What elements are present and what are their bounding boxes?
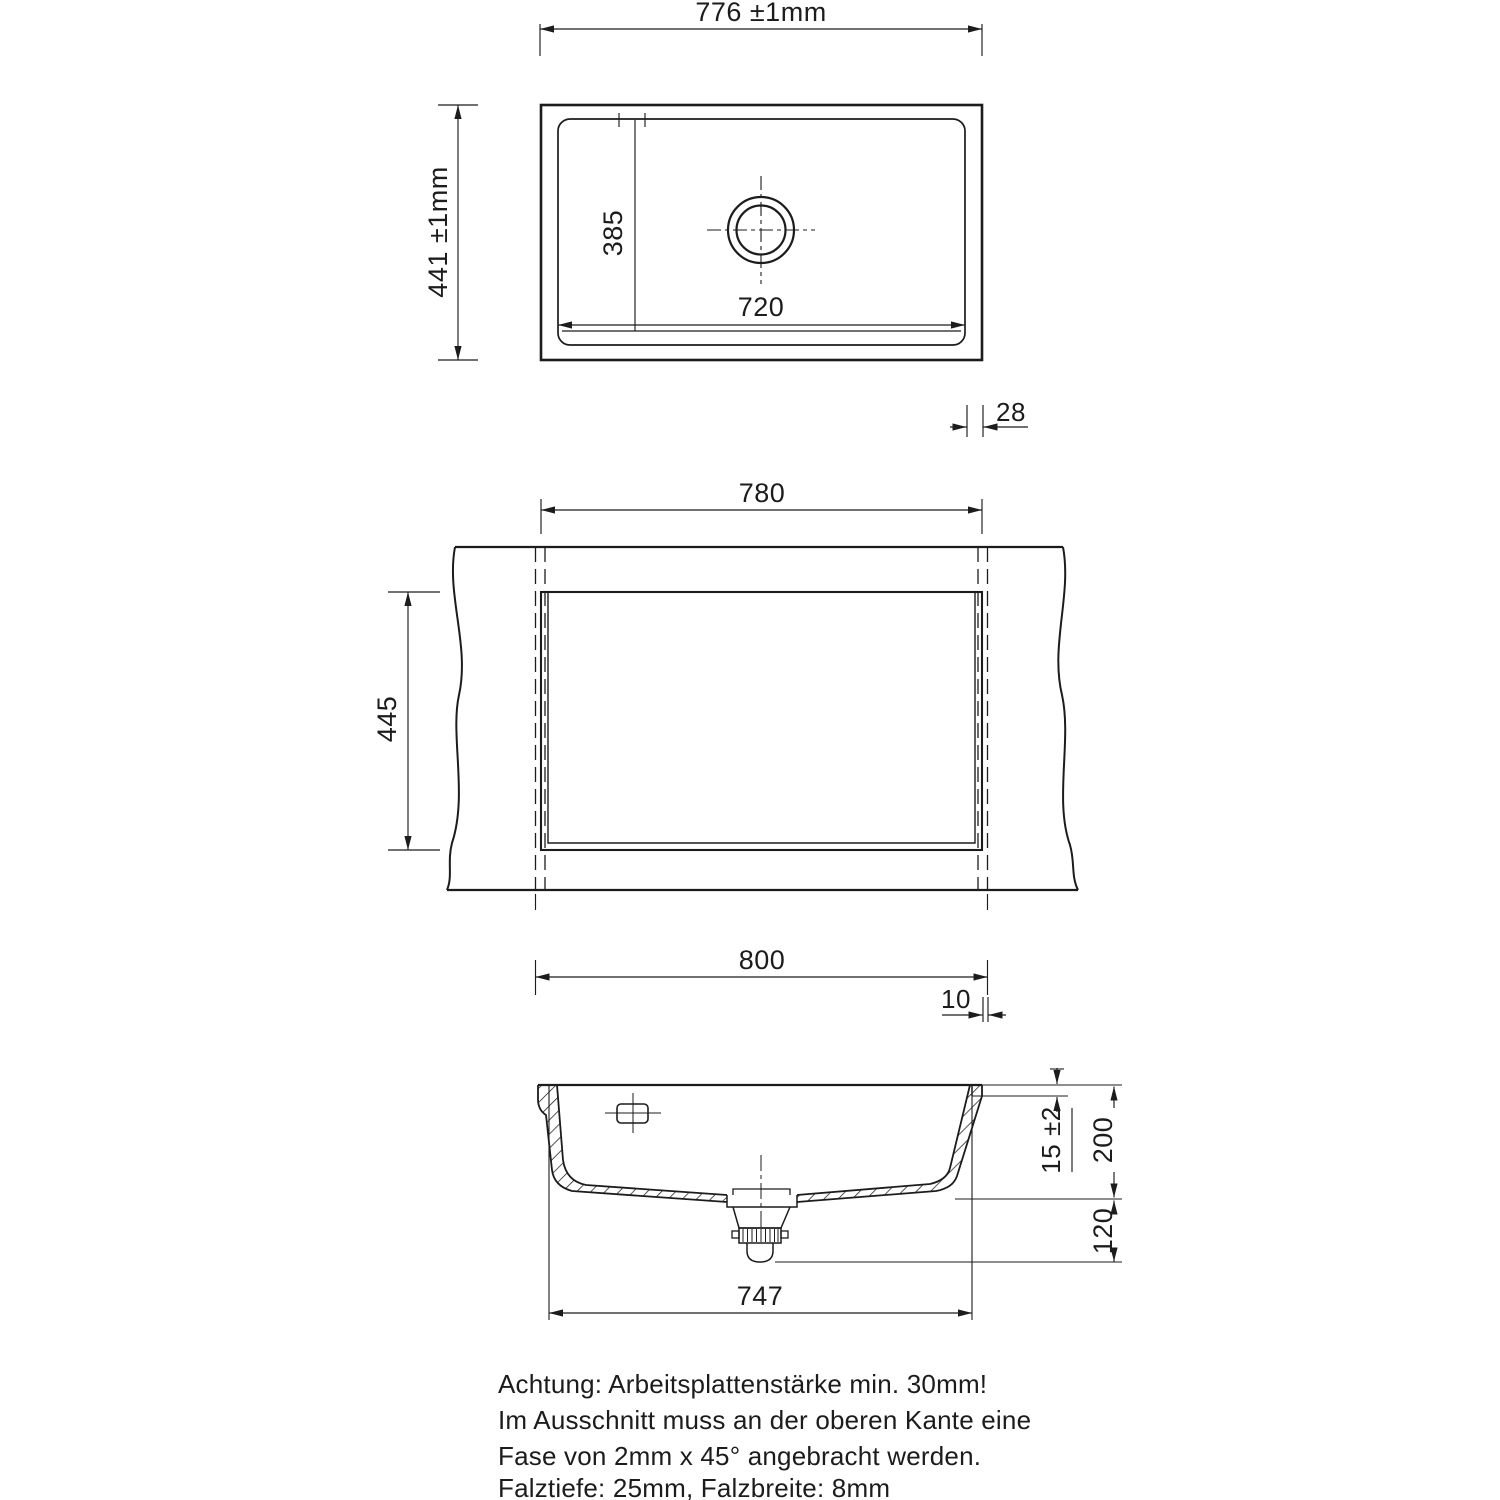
drain-nut-ribs xyxy=(743,1229,778,1242)
dim-label-bottom-width: 747 xyxy=(736,1281,784,1311)
dim-label-rim-height: 15 ±2 xyxy=(1036,1106,1066,1174)
dim-label-basin-depth: 200 xyxy=(1088,1116,1118,1164)
dim-label-rim-width: 28 xyxy=(996,397,1026,427)
dim-label-cutout-width: 780 xyxy=(738,478,786,508)
note-text-block xyxy=(498,1369,1031,1500)
cutout-outer-rect xyxy=(541,592,982,850)
note-line-1: Achtung: Arbeitsplattenstärke min. 30mm! xyxy=(498,1369,988,1399)
hidden-recess-lines xyxy=(536,547,988,890)
dim-label-top-width: 776 ±1mm xyxy=(695,0,827,27)
cutout-view xyxy=(388,499,1078,1022)
right-wall-outer xyxy=(797,1085,982,1202)
note-line-3: Fase von 2mm x 45° angebracht werden. xyxy=(498,1441,982,1471)
break-line-right xyxy=(1058,547,1078,890)
drain-flange xyxy=(727,1195,797,1207)
dim-label-top-height: 441 ±1mm xyxy=(423,166,453,298)
left-wall-inner xyxy=(557,1085,727,1195)
drain-symbol xyxy=(707,176,815,284)
dim-label-inner-width: 720 xyxy=(737,292,785,322)
drain-tailpipe xyxy=(747,1243,773,1262)
drain-nut-tab-left xyxy=(732,1231,739,1238)
dim-label-drain-clearance: 120 xyxy=(1088,1207,1118,1255)
dim-label-drain-center: 385 xyxy=(598,209,628,257)
break-line-left xyxy=(447,547,462,890)
drain-assembly xyxy=(727,1155,797,1262)
top-view xyxy=(438,24,1028,437)
dimension-labels xyxy=(372,0,1118,1311)
dim-label-cutout-height: 445 xyxy=(372,695,402,743)
dim-label-recess-width: 800 xyxy=(738,945,786,975)
cutout-falz-line xyxy=(548,592,975,843)
note-line-2: Im Ausschnitt muss an der oberen Kante eine xyxy=(498,1405,1032,1435)
right-wall-inner xyxy=(797,1085,970,1195)
dim-top-width xyxy=(540,24,982,56)
overflow-symbol xyxy=(605,1093,661,1133)
dim-label-recess-offset: 10 xyxy=(941,984,971,1014)
note-line-4: Falztiefe: 25mm, Falzbreite: 8mm xyxy=(498,1473,891,1500)
section-view xyxy=(538,1068,1122,1320)
drain-nut-tab-right xyxy=(781,1231,788,1238)
right-wall-hatch xyxy=(797,1085,982,1202)
